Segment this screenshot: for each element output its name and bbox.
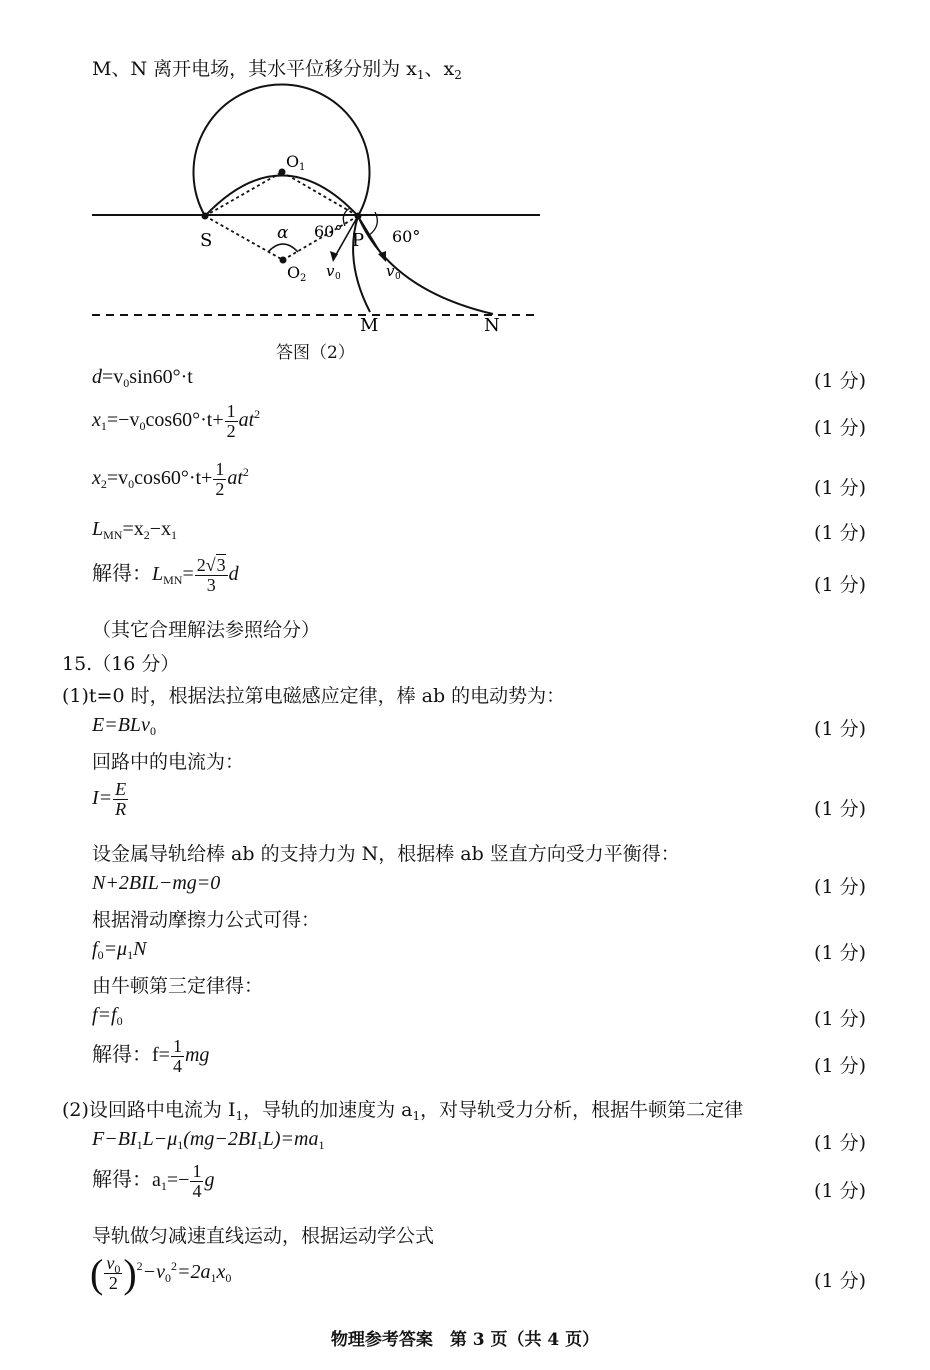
friction-label: 根据滑动摩擦力公式可得： xyxy=(92,909,321,931)
equation-acceleration-result: 解得：$a_1=-$ $\frac{1}{4}$ g xyxy=(92,1161,215,1201)
alpha-arc xyxy=(268,244,298,252)
equation-friction: $f_0=\mu_1N$ xyxy=(92,938,147,962)
label-o1: O xyxy=(286,152,300,171)
current-label: 回路中的电流为： xyxy=(92,751,245,773)
equation-newton3: $f=f_0$ xyxy=(92,1004,123,1028)
dotted-o1-p xyxy=(282,172,358,216)
dotted-s-o2 xyxy=(205,216,283,260)
score-5: (1 分) xyxy=(814,574,866,596)
trajectory-diagram xyxy=(0,0,930,360)
score-3: (1 分) xyxy=(814,477,866,499)
label-v-left: v xyxy=(326,262,335,280)
score-8: (1 分) xyxy=(814,876,866,898)
label-angle-left: 60° xyxy=(314,222,343,241)
equation-d: $d=v_0\sin 60^\circ\cdot t$ xyxy=(92,366,193,390)
newton3-label: 由牛顿第三定律得： xyxy=(92,975,264,997)
equation-current: I= $\frac{E}{R}$ xyxy=(92,779,127,819)
label-s: S xyxy=(200,230,213,251)
equation-balance: N+2BIL−mg=0 xyxy=(92,872,221,894)
part2-intro: (2)设回路中电流为 $I_1$，导轨的加速度为 $a_1$，对导轨受力分析，根据牛顿第二定律 xyxy=(62,1099,744,1123)
score-10: (1 分) xyxy=(814,1008,866,1030)
trajectory-to-n xyxy=(358,216,493,314)
label-alpha: α xyxy=(277,223,289,243)
equation-emf: E=BLv$_0$ xyxy=(92,714,156,738)
score-12: (1 分) xyxy=(814,1132,866,1154)
score-11: (1 分) xyxy=(814,1055,866,1077)
label-o2: O xyxy=(287,263,301,282)
large-circle-arc xyxy=(194,85,370,216)
dotted-s-o1 xyxy=(205,172,282,216)
score-2: (1 分) xyxy=(814,417,866,439)
equation-x1: $x_1=-v_0\cos 60^\circ\cdot t+$ $\frac{1}{2}$ $at^2$ xyxy=(92,401,261,441)
support-force-text: 设金属导轨给棒 ab 的支持力为 N，根据棒 ab 竖直方向受力平衡得： xyxy=(92,843,680,865)
equation-lmn-result: 解得：$L_{MN}=$ $\frac{2√3}{3}$ d xyxy=(92,555,239,595)
label-v-left-sub: 0 xyxy=(335,272,341,282)
point-p xyxy=(355,213,362,220)
small-arc-o1 xyxy=(205,176,358,217)
label-m: M xyxy=(360,315,379,336)
equation-lmn: $L_{MN}=x_2-x_1$ xyxy=(92,518,178,542)
kinematics-label: 导轨做匀减速直线运动，根据运动学公式 xyxy=(92,1225,435,1247)
question-15-heading: 15.（16 分） xyxy=(62,653,180,675)
point-o2 xyxy=(280,257,287,264)
label-n: N xyxy=(484,315,500,336)
score-7: (1 分) xyxy=(814,798,866,820)
equation-newton2: $F-BI_1L-\mu_1(mg-2BI_1L)=ma_1$ xyxy=(92,1128,325,1152)
intro-line: M、N 离开电场，其水平位移分别为 $x_1$、$x_2$ xyxy=(92,58,462,82)
part1-intro: (1)t=0 时，根据法拉第电磁感应定律，棒 ab 的电动势为： xyxy=(62,685,566,707)
equation-friction-result: 解得：f= $\frac{1}{4}$ mg xyxy=(92,1036,210,1076)
label-o1-sub: 1 xyxy=(299,162,306,173)
point-s xyxy=(202,213,209,220)
label-v-right-sub: 0 xyxy=(395,272,401,282)
score-14: (1 分) xyxy=(814,1270,866,1292)
score-1: (1 分) xyxy=(814,370,866,392)
equation-x2: $x_2=v_0\cos 60^\circ\cdot t+$ $\frac{1}{2}$ $at^2$ xyxy=(92,459,249,499)
point-o1 xyxy=(279,169,286,176)
score-6: (1 分) xyxy=(814,718,866,740)
figure-caption: 答图（2） xyxy=(276,343,355,363)
score-9: (1 分) xyxy=(814,942,866,964)
label-angle-right: 60° xyxy=(392,227,421,246)
score-4: (1 分) xyxy=(814,522,866,544)
score-13: (1 分) xyxy=(814,1180,866,1202)
label-v-right: v xyxy=(386,262,395,280)
page-footer: 物理参考答案 第 3 页（共 4 页） xyxy=(330,1330,600,1350)
label-o2-sub: 2 xyxy=(300,273,307,284)
note-other-methods: （其它合理解法参照给分） xyxy=(92,619,321,641)
label-p: P xyxy=(352,230,365,251)
equation-kinematics: ( $\frac{v_0}{2}$ )$^2-v_0^2=2a_1x_0$ xyxy=(90,1251,232,1296)
velocity-arrowhead-right xyxy=(378,251,386,262)
